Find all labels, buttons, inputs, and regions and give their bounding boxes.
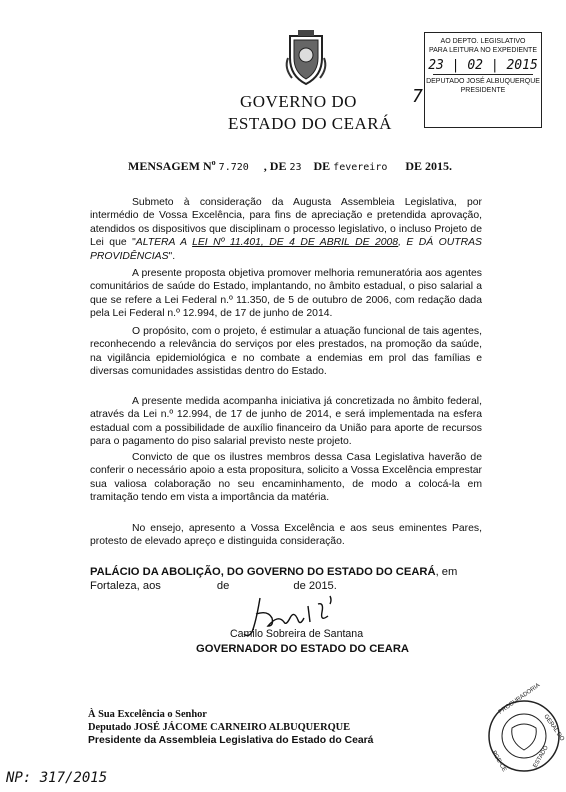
message-day: 23 [289,162,302,173]
stamp-line1: AO DEPTO. LEGISLATIVO [440,38,526,45]
stamp-line2: PARA LEITURA NO EXPEDIENTE [428,47,537,54]
svg-text:GERAL DO: GERAL DO [542,713,565,743]
paragraph-1: Submeto à consideração da Augusta Assembleia Legislativa, por intermédio de Vossa Excelência, para fins de apreciação e pretendida aprovação, atendidos os dispositivos que disciplinam o processo legislativo, o incluso Projeto de Lei que "ALTERA A LEI Nº 11.401, DE 4 DE ABRIL DE 2008, E DÁ OUTRAS PROVIDÊNCIAS". [90,197,482,262]
signer-title: GOVERNADOR DO ESTADO DO CEARA [196,643,409,655]
message-header: MENSAGEM $N^o$ 7.720 , DE 23 DE fevereiro DE 2015. [128,158,453,173]
government-title-line1: GOVERNO DO [240,92,357,111]
stamp-line3: DEPUTADO JOSÉ ALBUQUERQUE [426,78,540,85]
paragraph-3: O propósito, com o projeto, é estimular a atuação funcional de tais agentes, reconhecendo a relevância do serviços por eles prestados, na promoção da saúde, na vigilância epidemiológica e no combate a endemias em prol das famílias e diversas comunidades assistidas dentro do Estado. [90,326,482,378]
paragraph-4: A presente medida acompanha iniciativa já concretizada no âmbito federal, através da Lei n.º 12.994, de 17 de junho de 2014, e será implementada na esfera estadual com a possibilidade de auxílio financeiro da União para aporte de recursos para o pagamento do piso salarial previsto neste projeto. [90,396,482,448]
coat-of-arms-icon [284,28,328,86]
receipt-stamp [424,32,542,128]
addressee-block [88,708,373,747]
addressee-line1: À Sua Excelência o Senhor [88,709,207,720]
addressee-line2: Deputado JOSÉ JÁCOME CARNEIRO ALBUQUERQUE [88,722,351,733]
government-title-line2: ESTADO DO CEARÁ [228,114,392,133]
protocol-number: NP: 317/2015 [6,770,108,786]
svg-text:PGE-CE: PGE-CE [490,750,507,773]
message-number: 7.720 [218,162,249,173]
signer-name: Camilo Sobreira de Santana [230,628,364,640]
svg-text:ESTADO: ESTADO [532,745,550,769]
margin-mark: 7 [412,86,423,107]
closing-place-date: PALÁCIO DA ABOLIÇÃO, DO GOVERNO DO ESTADO DO CEARÁ, em Fortaleza, aos de de 2015. [90,566,458,592]
stamp-date: 23 | 02 | 2015 [428,58,538,73]
paragraph-6: No ensejo, apresento a Vossa Excelência e aos seus eminentes Pares, protesto de elevado apreço e distinguida consideração. [90,523,482,548]
stamp-line4: PRESIDENTE [460,87,506,94]
procuradoria-seal-icon [486,682,565,774]
addressee-line3: Presidente da Assembleia Legislativa do Estado do Ceará [88,735,374,746]
stamp-signature-line [433,74,533,75]
message-month: fevereiro [333,162,388,173]
paragraph-2: A presente proposta objetiva promover melhoria remuneratória aos agentes comunitários de saúde do Estado, implantando, no âmbito estadual, o piso salarial a que se refere a Lei Federal n.º 11.350, de 5 de outubro de 2006, com redação dada pela Lei Federal n.º 12.994, de 17 de junho de 2014. [90,268,482,320]
paragraph-5: Convicto de que os ilustres membros dessa Casa Legislativa haverão de conferir o necessário apoio a esta propositura, solicito a Vossa Excelência emprestar sua valiosa colaboração no seu encaminhamento, de modo a colocá-la em tramitação tendo em vista a importância da matéria. [90,452,482,504]
svg-text:PROCURADORIA: PROCURADORIA [497,682,542,716]
